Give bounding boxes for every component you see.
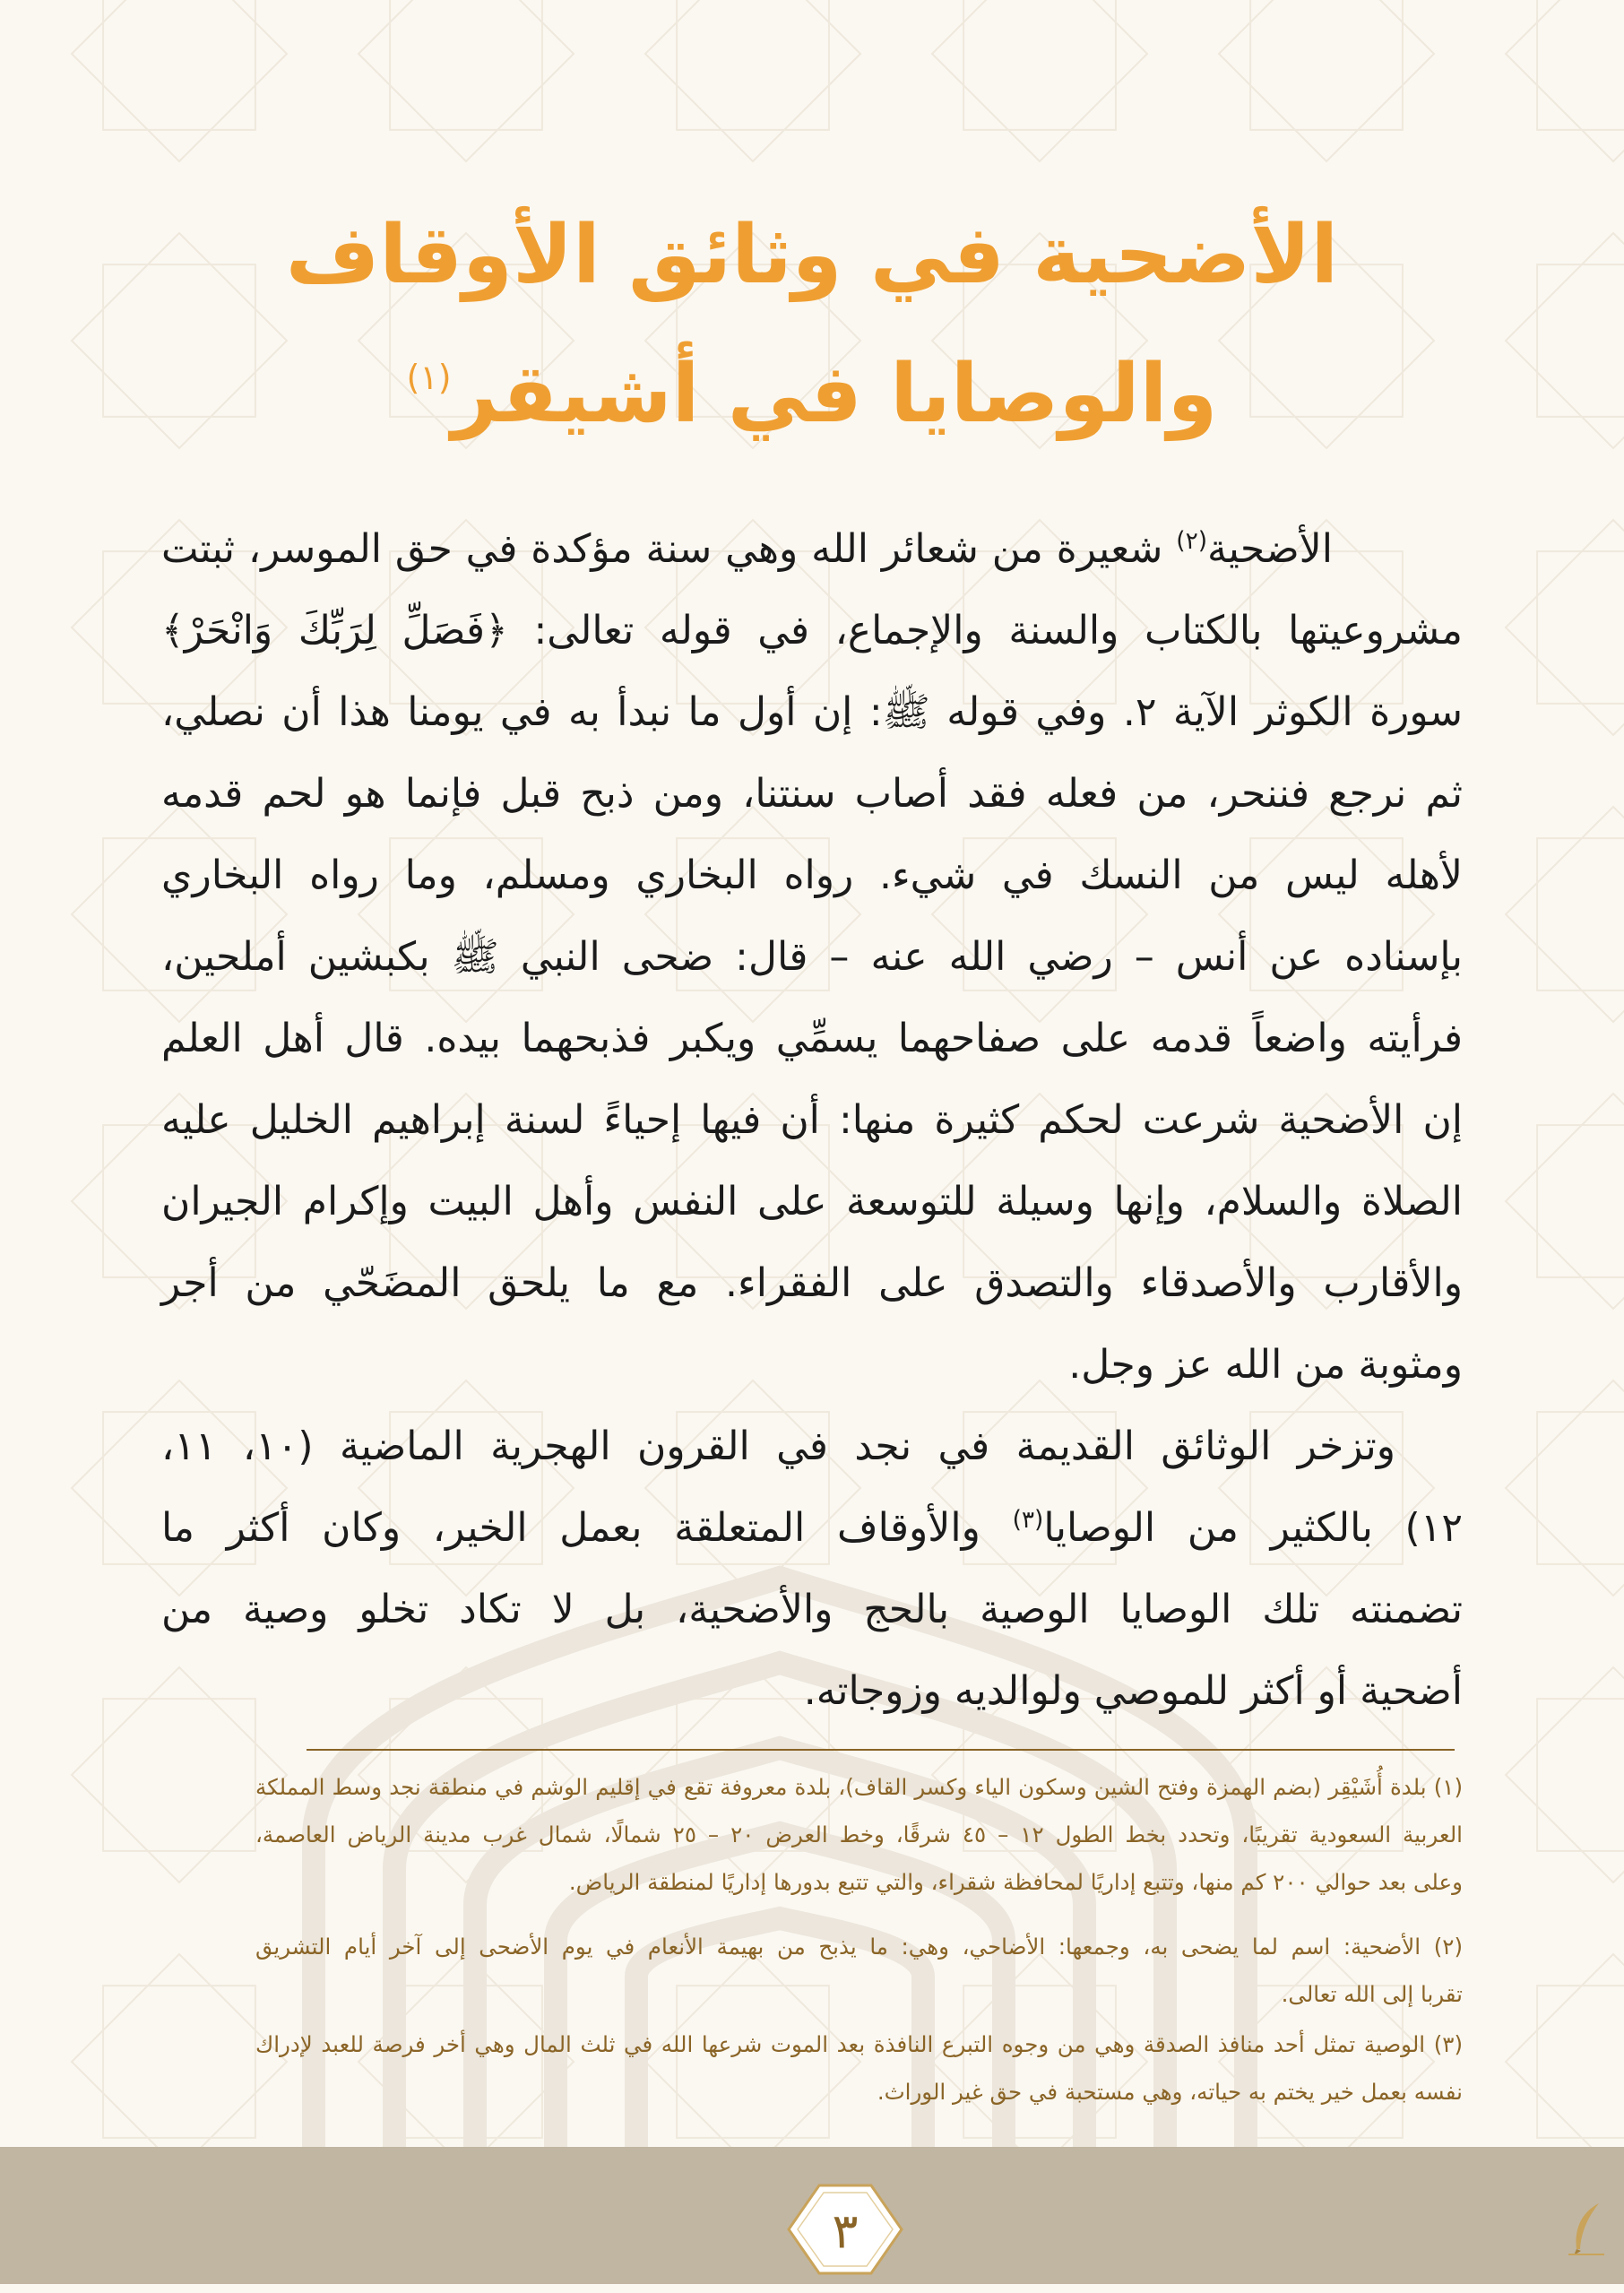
body-line: إن الأضحية شرعت لحكم كثيرة منها: أن فيها إحياءً لسنة إبراهيم الخليل عليه [161,1097,1463,1143]
body-line: تضمنته تلك الوصايا الوصية بالحج والأضحية، بل لا تكاد تخلو وصية من [161,1587,1463,1632]
body-line: أضحية أو أكثر للموصي ولوالديه وزوجاته. [803,1668,1463,1714]
footnote-2 [255,1923,1463,2018]
body-line-text: والأوقاف المتعلقة بعمل الخير، وكان أكثر ما [161,1505,1013,1551]
body-line: الصلاة والسلام، وإنها وسيلة للتوسعة على النفس وأهل البيت وإكرام الجيران [161,1179,1463,1224]
footnote-3 [255,2020,1463,2116]
publisher-logo-icon [1563,2201,1610,2258]
footnote-line: (٢) الأضحية: اسم لما يضحى به، وجمعها: الأضاحي، وهي: ما يذبح من بهيمة الأنعام في يوم الأضحى إلى آخر أيام التشريق [255,1934,1463,1960]
title-footnote-marker: (١) [406,358,452,397]
footnote-marker: (٢) [1176,527,1208,556]
body-line: فرأيته واضعاً قدمه على صفاحهما يسمِّي ويكبر فذبحهما بيده. قال أهل العلم [161,1016,1463,1061]
footnote-divider [307,1749,1455,1751]
body-line: لأهله ليس من النسك في شيء. رواه البخاري ومسلم، وما رواه البخاري [161,852,1463,898]
body-line: ومثوبة من الله عز وجل. [1068,1342,1463,1388]
footnote-1 [255,1763,1463,1906]
footnote-line: (١) بلدة أُشَيْقِر (بضم الهمزة وفتح الشين وسكون الياء وكسر القاف)، بلدة معروفة تقع في إقليم الوشم في منطقة نجد وسط المملكة [255,1774,1463,1800]
page-number: ٣ [832,2202,859,2260]
footnote-line: تقربا إلى الله تعالى. [1281,1981,1463,2007]
body-line: ثم نرجع فننحر، من فعله فقد أصاب سنتنا، ومن ذبح قبل فإنما هو لحم قدمه [161,771,1463,817]
body-line: وتزخر الوثائق القديمة في نجد في القرون الهجرية الماضية (١٠، ١١، [161,1423,1396,1469]
body-line [161,508,1463,590]
title-line-2 [0,336,1624,453]
footnote-marker: (٣) [1012,1506,1044,1535]
title-line-1: الأضحية في وثائق الأوقاف [285,208,1339,302]
footnote-line: (٣) الوصية تمثل أحد منافذ الصدقة وهي من وجوه التبرع النافذة بعد الموت شرعها الله في ثلث المال وهي أخر فرصة للعبد لإدراك [255,2031,1463,2057]
body-line: سورة الكوثر الآية ٢. وفي قوله ﷺ: إن أول ما نبدأ به في يومنا هذا أن نصلي، [161,689,1463,735]
body-line: والأقارب والأصدقاء والتصدق على الفقراء. مع ما يلحق المضَحّي من أجر [161,1260,1463,1306]
body-line: بإسناده عن أنس – رضي الله عنه – قال: ضحى النبي ﷺ بكبشين أملحين، [161,934,1463,980]
footnote-line: نفسه بعمل خير يختم به حياته، وهي مستحبة في حق غير الوراث. [877,2079,1463,2105]
body-line [161,1487,1463,1569]
footnote-line: العربية السعودية تقريبًا، وتحدد بخط الطول ١٢ – ٤٥ شرقًا، وخط العرض ٢٠ – ٢٥ شمالًا، شمال غرب مدينة الرياض العاصمة، [255,1821,1463,1847]
body-line-text: الأضحية [1207,526,1333,572]
title-line-2-text: والوصايا في أشيقر [451,347,1218,441]
body-line-text: شعيرة من شعائر الله وهي سنة مؤكدة في حق الموسر، ثبتت [161,526,1177,572]
page-number-badge [782,2180,909,2279]
body-line-text: ١٢) بالكثير من الوصايا [1043,1505,1463,1551]
body-line: مشروعيتها بالكتاب والسنة والإجماع، في قوله تعالى: ﴿فَصَلِّ لِرَبِّكَ وَانْحَرْ﴾ [161,608,1463,653]
footnote-line: وعلى بعد حوالي ٢٠٠ كم منها، وتتبع إداريًا لمحافظة شقراء، والتي تتبع بدورها إداريًا لمنطقة الرياض. [568,1869,1463,1895]
body-text [161,508,1463,1732]
